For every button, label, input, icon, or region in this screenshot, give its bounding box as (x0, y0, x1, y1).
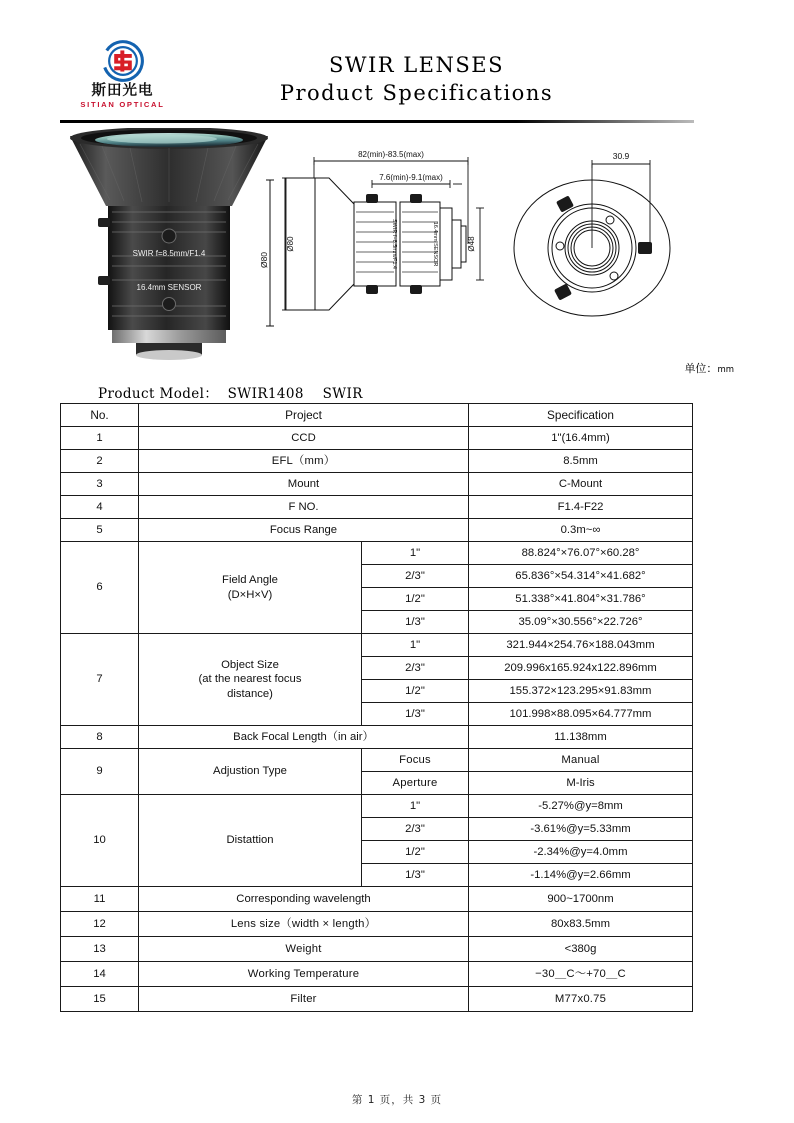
row-sub: 1/3" (362, 703, 469, 726)
object-size-label: Object Size (221, 659, 279, 672)
row-sub: 1" (362, 795, 469, 818)
row-spec: 80x83.5mm (469, 912, 693, 937)
row-spec: Manual (469, 749, 693, 772)
svg-text:SWIR f=8.5mm/F1.4: SWIR f=8.5mm/F1.4 (391, 219, 397, 269)
row-no: 14 (61, 962, 139, 987)
table-row (61, 987, 693, 1012)
row-sub: 1/3" (362, 864, 469, 887)
row-project: Corresponding wavelength (139, 887, 469, 912)
row-no: 6 (61, 542, 139, 634)
table-row-field-angle (61, 542, 693, 565)
svg-text:Ø48: Ø48 (467, 236, 476, 252)
row-project: EFL（mm） (139, 450, 469, 473)
svg-text:Ø80: Ø80 (259, 251, 269, 269)
svg-text:Ø80: Ø80 (286, 236, 295, 252)
row-spec: 51.338°×41.804°×31.786° (469, 588, 693, 611)
svg-text:16.4mm SENSOR: 16.4mm SENSOR (432, 221, 438, 267)
row-sub: 1/2" (362, 841, 469, 864)
row-spec: M-Iris (469, 772, 693, 795)
row-spec: 65.836°×54.314°×41.682° (469, 565, 693, 588)
table-row (61, 912, 693, 937)
row-project: F NO. (139, 496, 469, 519)
svg-text:SWIR f=8.5mm/F1.4: SWIR f=8.5mm/F1.4 (132, 249, 206, 258)
row-no: 2 (61, 450, 139, 473)
table-row (61, 726, 693, 749)
row-no: 15 (61, 987, 139, 1012)
row-project: Distattion (139, 795, 362, 887)
row-spec: 1"(16.4mm) (469, 427, 693, 450)
row-spec: F1.4-F22 (469, 496, 693, 519)
row-project: Working Temperature (139, 962, 469, 987)
row-sub: 2/3" (362, 818, 469, 841)
row-project: Adjustion Type (139, 749, 362, 795)
row-project: Mount (139, 473, 469, 496)
svg-text:7.6(min)-9.1(max): 7.6(min)-9.1(max) (379, 173, 443, 182)
page-title: SWIR LENSES (328, 52, 504, 77)
header-project: Project (139, 404, 469, 427)
company-logo (60, 41, 185, 117)
row-project: CCD (139, 427, 469, 450)
row-spec: 0.3m~∞ (469, 519, 693, 542)
row-no: 1 (61, 427, 139, 450)
lens-photo (62, 128, 276, 360)
row-spec: -3.61%@y=5.33mm (469, 818, 693, 841)
row-spec: 321.944×254.76×188.043mm (469, 634, 693, 657)
object-size-sublabel-2: distance) (227, 687, 273, 700)
row-spec: -1.14%@y=2.66mm (469, 864, 693, 887)
row-project: Focus Range (139, 519, 469, 542)
unit-value: mm (717, 365, 734, 375)
row-sub: Aperture (362, 772, 469, 795)
logo-english-name: SITIAN OPTICAL (80, 99, 165, 109)
field-angle-label: Field Angle (222, 574, 278, 587)
row-sub: Focus (362, 749, 469, 772)
row-spec: 900~1700nm (469, 887, 693, 912)
row-no: 3 (61, 473, 139, 496)
row-spec: 209.996x165.924x122.896mm (469, 657, 693, 680)
row-no: 4 (61, 496, 139, 519)
row-sub: 1" (362, 634, 469, 657)
table-row (61, 937, 693, 962)
product-figures (60, 128, 694, 360)
row-spec: C-Mount (469, 473, 693, 496)
row-no: 13 (61, 937, 139, 962)
table-header-row (61, 404, 693, 427)
row-spec: 101.998×88.095×64.777mm (469, 703, 693, 726)
svg-text:30.9: 30.9 (612, 151, 630, 161)
table-row (61, 427, 693, 450)
table-row (61, 519, 693, 542)
table-row (61, 496, 693, 519)
front-view-drawing (510, 136, 694, 326)
row-spec: <380g (469, 937, 693, 962)
field-angle-sublabel: (D×H×V) (227, 588, 273, 601)
row-no: 7 (61, 634, 139, 726)
table-row-object-size (61, 634, 693, 657)
table-row-adjustion (61, 749, 693, 772)
document-title (185, 51, 694, 108)
table-row (61, 887, 693, 912)
row-project: Weight (139, 937, 469, 962)
row-sub: 2/3" (362, 565, 469, 588)
header-divider (60, 120, 694, 123)
page-subtitle: Product Specifications (279, 81, 554, 105)
row-project (139, 542, 362, 634)
row-spec: 35.09°×30.556°×22.726° (469, 611, 693, 634)
row-sub: 1/2" (362, 680, 469, 703)
page-header (60, 40, 694, 118)
table-row (61, 962, 693, 987)
row-spec: -2.34%@y=4.0mm (469, 841, 693, 864)
page-footer: 第 1 页，共 3 页 (351, 1094, 443, 1106)
row-spec: −30＿C～+70＿C (469, 962, 693, 987)
row-no: 9 (61, 749, 139, 795)
product-model-line: Product Model： SWIR1408 SWIR (98, 386, 363, 402)
row-no: 8 (61, 726, 139, 749)
row-spec: 88.824°×76.07°×60.28° (469, 542, 693, 565)
row-spec: 8.5mm (469, 450, 693, 473)
row-spec: 11.138mm (469, 726, 693, 749)
specification-table (60, 403, 693, 1012)
row-project: Back Focal Length（in air） (139, 726, 469, 749)
header-specification: Specification (469, 404, 693, 427)
unit-note (684, 360, 734, 376)
row-project (139, 634, 362, 726)
row-project: Filter (139, 987, 469, 1012)
row-no: 12 (61, 912, 139, 937)
row-sub: 2/3" (362, 657, 469, 680)
row-project: Lens size（width × length） (139, 912, 469, 937)
header-no: No. (61, 404, 139, 427)
row-no: 5 (61, 519, 139, 542)
row-spec: M77x0.75 (469, 987, 693, 1012)
object-size-sublabel-1: (at the nearest focus (198, 673, 302, 686)
row-sub: 1/2" (362, 588, 469, 611)
row-spec: 155.372×123.295×91.83mm (469, 680, 693, 703)
row-no: 10 (61, 795, 139, 887)
logo-chinese-name: 斯田光电 (91, 83, 154, 99)
side-view-drawing (282, 136, 497, 336)
row-no: 11 (61, 887, 139, 912)
svg-text:16.4mm SENSOR: 16.4mm SENSOR (136, 283, 202, 292)
row-sub: 1/3" (362, 611, 469, 634)
row-spec: -5.27%@y=8mm (469, 795, 693, 818)
unit-label: 单位： (684, 362, 718, 375)
table-row-distortion (61, 795, 693, 818)
table-row (61, 473, 693, 496)
sitian-logo-icon (101, 39, 145, 83)
table-row (61, 450, 693, 473)
row-sub: 1" (362, 542, 469, 565)
svg-text:82(min)-83.5(max): 82(min)-83.5(max) (358, 150, 424, 159)
